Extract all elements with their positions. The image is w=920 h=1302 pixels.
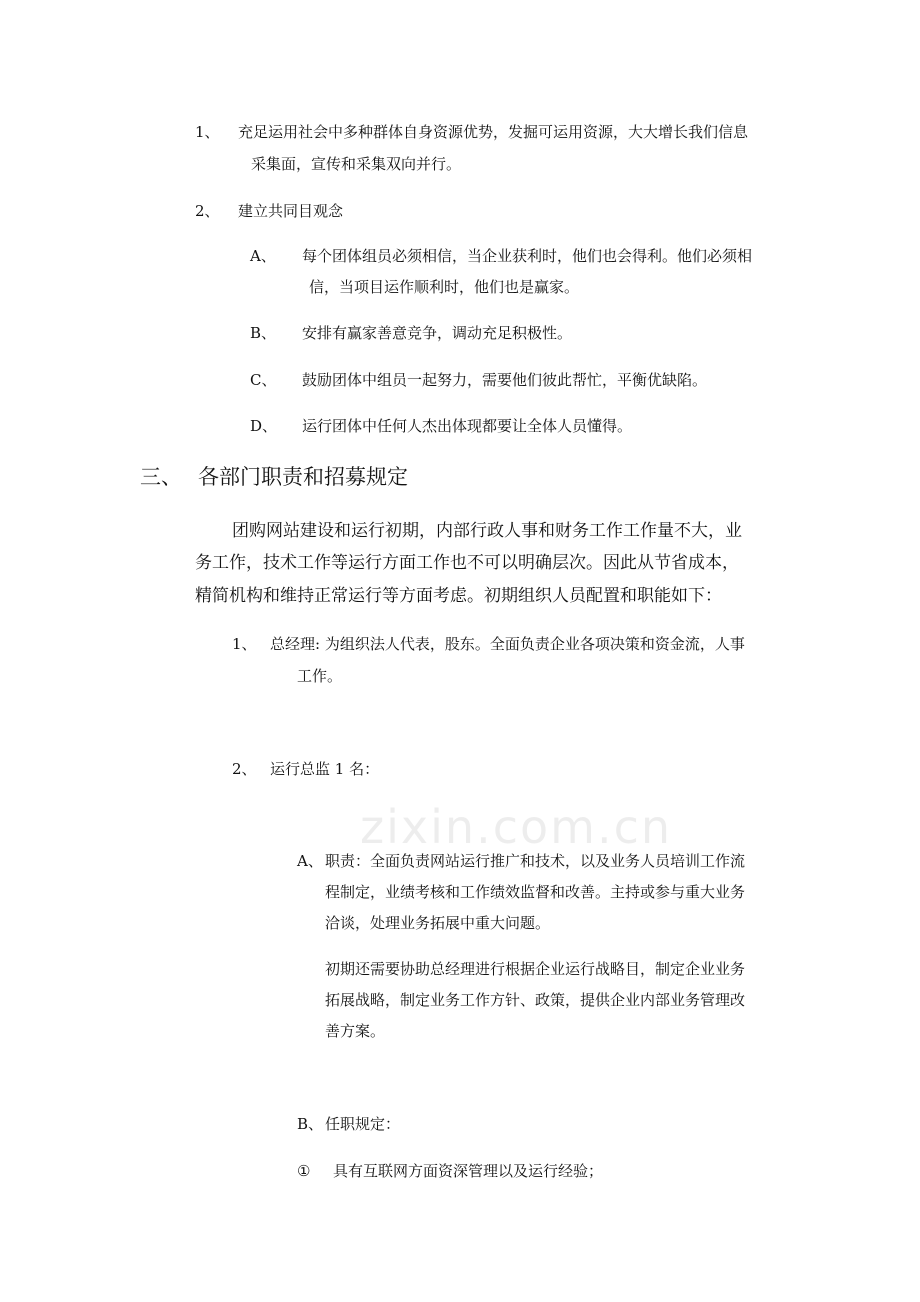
sub-item-letter: A、 — [250, 247, 276, 265]
requirements-label: 任职规定： — [325, 1115, 401, 1133]
requirement-text: 具有互联网方面资深管理以及运行经验； — [333, 1162, 604, 1180]
sub-item-letter: C、 — [250, 371, 277, 389]
sub-item-text: 信，当项目运作顺利时，他们也是赢家。 — [309, 278, 580, 296]
sub-item-text: 鼓励团体中组员一起努力，需要他们彼此帮忙，平衡优缺陷。 — [302, 371, 708, 389]
section-title: 各部门职责和招募规定 — [198, 465, 408, 489]
duties-line: 洽谈，处理业务拓展中重大问题。 — [325, 914, 551, 932]
section-number: 三、 — [140, 465, 182, 489]
sub-item-text: 安排有赢家善意竞争，调动充足积极性。 — [302, 324, 573, 342]
sub-item-text: 运行团体中任何人杰出体现都要让全体人员懂得。 — [302, 417, 633, 435]
paragraph-line: 精简机构和维持正常运行等方面考虑。初期组织人员配置和职能如下： — [195, 586, 722, 606]
list-number: 2、 — [195, 202, 220, 220]
list-number: 1、 — [232, 635, 257, 653]
list-item-text: 工作。 — [297, 667, 343, 685]
list-item-text: 总经理: 为组织法人代表，股东。全面负责企业各项决策和资金流，人事 — [270, 635, 745, 653]
duties-extra-line: 初期还需要协助总经理进行根据企业运行战略目，制定企业业务 — [325, 960, 746, 978]
circled-number: ① — [297, 1162, 311, 1180]
duties-extra-line: 善方案。 — [325, 1022, 386, 1040]
list-number: 2、 — [232, 760, 257, 778]
list-number: 1、 — [195, 123, 220, 141]
duties-line: 程制定，业绩考核和工作绩效监督和改善。主持或参与重大业务 — [325, 883, 746, 901]
duties-extra-line: 拓展战略，制定业务工作方针、政策，提供企业内部业务管理改 — [325, 991, 746, 1009]
sub-item-letter: B、 — [250, 324, 277, 342]
paragraph-line: 务工作，技术工作等运行方面工作也不可以明确层次。因此从节省成本， — [195, 553, 739, 573]
watermark: zixin.com.cn — [360, 800, 673, 854]
list-item-text: 运行总监 1 名： — [270, 760, 380, 778]
list-item-text: 建立共同目观念 — [238, 202, 344, 220]
paragraph-line: 团购网站建设和运行初期，内部行政人事和财务工作工作量不大，业 — [232, 521, 742, 541]
sub-item-letter: B、 — [297, 1115, 324, 1133]
sub-item-letter: A、 — [297, 852, 323, 870]
list-item-text: 采集面，宣传和采集双向并行。 — [251, 155, 462, 173]
duties-line: 职责：全面负责网站运行推广和技术，以及业务人员培训工作流 — [325, 852, 746, 870]
sub-item-letter: D、 — [250, 417, 278, 435]
list-item-text: 充足运用社会中多种群体自身资源优势，发掘可运用资源，大大增长我们信息 — [238, 123, 749, 141]
sub-item-text: 每个团体组员必须相信，当企业获利时，他们也会得利。他们必须相 — [302, 247, 753, 265]
